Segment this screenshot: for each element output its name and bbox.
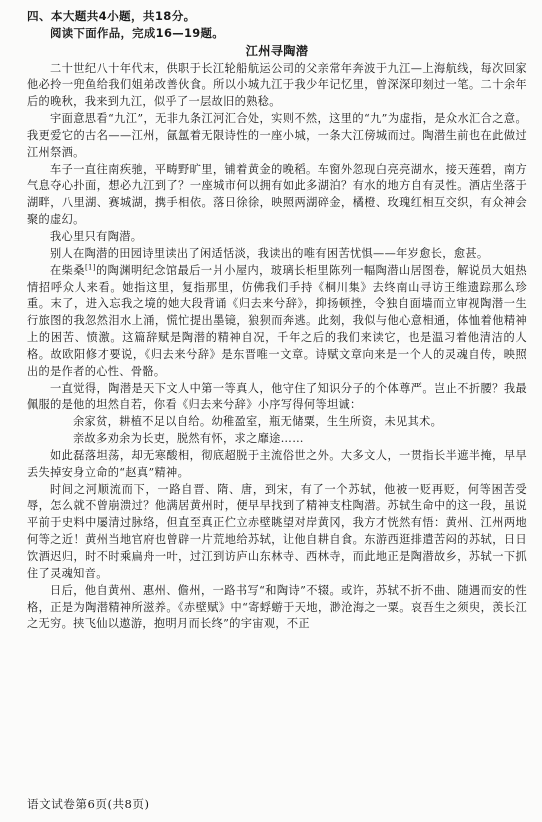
section-heading: 四、本大题共4小题，共18分。 bbox=[27, 9, 196, 23]
quote-line-1: 余家贫，耕植不足以自给。幼稚盈室，瓶无储粟，生生所资，未见其术。 bbox=[73, 415, 443, 429]
paragraph-8: 如此磊落坦荡，却无寒酸相，彻底超脱于主流俗世之外。大多文人，一贯指长半遮半掩，早早丢失掉安身立命的“赵真”精神。 bbox=[27, 448, 527, 479]
footnote-marker: [1] bbox=[84, 262, 96, 271]
page-footer: 语文试卷第6页(共8页) bbox=[27, 797, 150, 811]
paragraph-4: 我心里只有陶潜。 bbox=[50, 229, 143, 243]
page-content bbox=[27, 8, 527, 633]
instruction-line: 阅读下面作品，完成16—19题。 bbox=[50, 25, 224, 40]
paragraph-5: 别人在陶潜的田园诗里读出了闲适恬淡，我读出的唯有困苦忧惧——年岁愈长，愈甚。 bbox=[50, 246, 489, 260]
paragraph-6-rest: 的陶渊明纪念馆最后一爿小屋内，玻璃长柜里陈列一幅陶潜山居图卷，解说员大姐热情招呼众人来看。她指这里，复指那里，仿佛我们手持《桐川集》去终南山寻访王维遗踪那么珍重。末了，进入忘我之境的她大段背诵《归去来兮辞》，抑扬顿挫，令独自面墙而立审视陶潜一生行旅图的我忽然泪水上涌，慌忙提出墨镜，狼狈而奔逃。此刻，我似与他心意相通，体恤着他精神上的困苦、愤激。这篇辞赋是陶潜的精神自况，千年之后的我们来读它，也是温习着他清洁的人格。故欧阳修才要说，《归去来兮辞》是东晋唯一文章。诗赋文章向来是一个人的灵魂自传，映照出的是作者的心性、骨骼。 bbox=[27, 263, 527, 378]
quote-line-2: 亲故多劝余为长吏，脱然有怀，求之靡途…… bbox=[73, 432, 304, 446]
paragraph-2: 宇面意思看“九江”，无非九条江河汇合处，实则不然，这里的“九”为虚指，是众水汇合之意。我更爱它的古名——江州，氤氲着无限诗性的一座小城，一条大江傍城而过。陶潜生前也在此做过江州祭酒。 bbox=[27, 112, 527, 159]
paragraph-9: 时间之河顺流而下，一路自晋、隋、唐，到宋，有了一个苏轼，他被一贬再贬，何等困苦受辱，怎么就不曾崩溃过？他满居黄州时，便早早找到了精神支柱陶潜。苏轼生命中的这一段，虽说平前于史料中屡清过脉络，但直至真正伫立赤壁眺望对岸黄冈，我方才恍然有悟：黄州、江州两地何等之近！黄州当地官府也曾辟一片荒地给苏轼，让他自耕自食。东游西逛排遣苦闷的苏轼，日日饮酒迟归，时不时乘扁舟一叶，过江到访庐山东林寺、西林寺，而此地正是陶潜故乡，苏轼一下抓住了灵魂知音。 bbox=[27, 482, 527, 580]
paragraph-6 bbox=[27, 263, 527, 381]
paragraph-6-start: 在柴桑 bbox=[50, 263, 85, 277]
paragraph-1: 二十世纪八十年代末，供职于长江轮船航运公司的父亲常年奔波于九江—上海航线，每次回家他必拎一兜鱼给我们姐弟改善伙食。所以小城九江于我少年记忆里，曾深深印刻过一笔。二十余年后的晚秋，我来到九江，似乎了一层故旧的熟稔。 bbox=[27, 61, 527, 109]
paragraph-7: 一直觉得，陶潜是天下文人中第一等真人，他守住了知识分子的个体尊严。岂止不折腰？我最佩服的是他的坦然自若，你看《归去来兮辞》小序写得何等坦诚： bbox=[27, 381, 527, 412]
paragraph-10: 日后，他自黄州、惠州、儋州，一路书写“和陶诗”不辍。或许，苏轼不折不曲、随遇而安的性格，正是为陶潜精神所滋养。《赤壁赋》中“寄蜉蝣于天地，渺沧海之一粟。哀吾生之须臾，羡长江之无穷。挟飞仙以遨游，抱明月而长终”的宇宙观，不正 bbox=[27, 583, 527, 631]
paragraph-3: 车子一直往南疾驰，平畴野旷里，铺着黄金的晚稻。车窗外忽现白亮亮湖水，接天莲碧，南方气息夺心扑面，想必九江到了？一座城市何以拥有如此多湖泊？有水的地方自有灵性。酒店坐落于湖畔，八里湖、赛城湖，携手相依。落日徐徐，映照两湖碎金，橘橙、玫瑰红相互交织，有众神会聚的虚幻。 bbox=[27, 162, 527, 227]
article-title: 江州寻陶潜 bbox=[245, 43, 309, 58]
